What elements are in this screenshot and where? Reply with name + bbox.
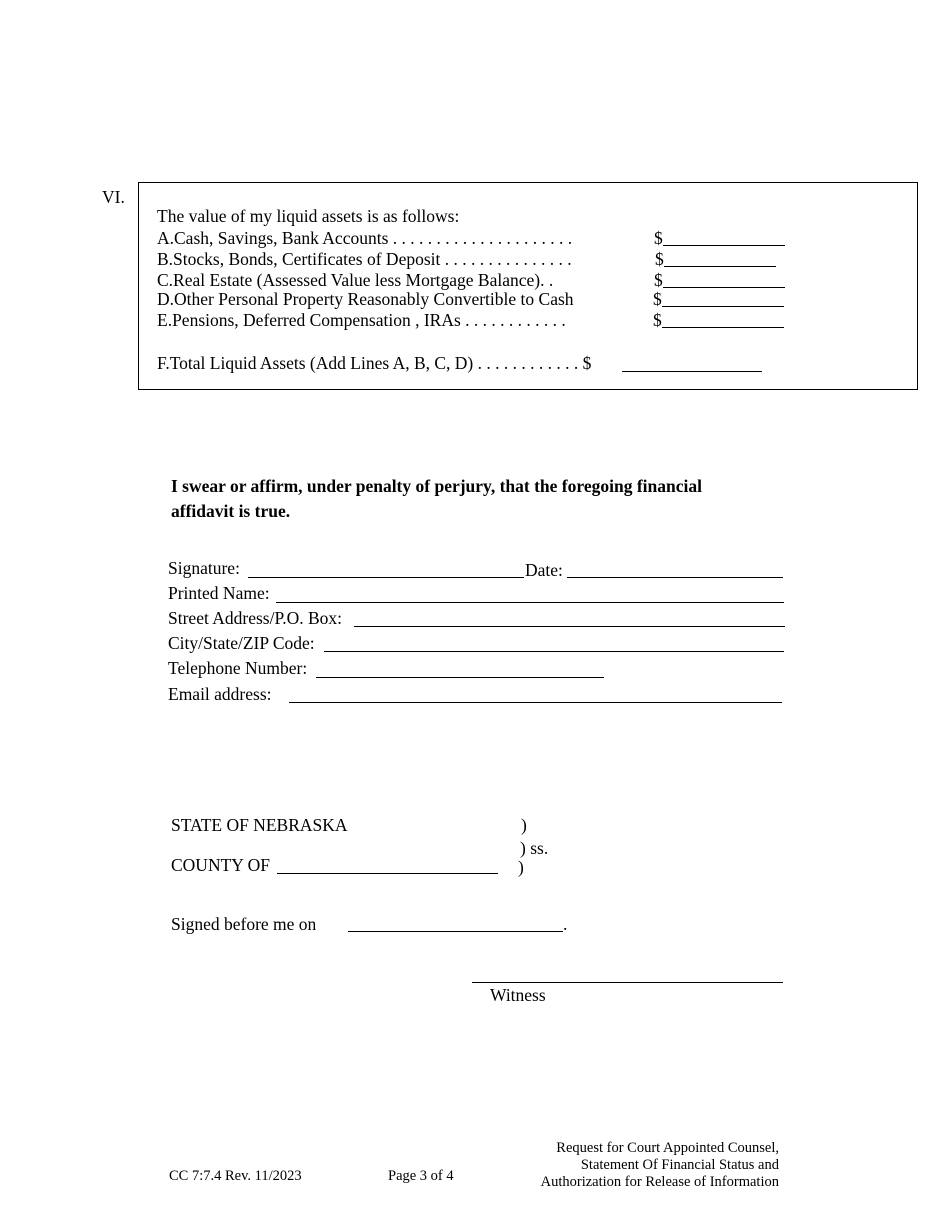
- footer-title-line-1: Request for Court Appointed Counsel,: [556, 1140, 779, 1156]
- asset-row-label-pensions: E.Pensions, Deferred Compensation , IRAs . . . . . . . . . . . .: [157, 310, 566, 330]
- asset-row-currency-cash: $: [654, 228, 663, 248]
- oath-line-2: affidavit is true.: [171, 501, 291, 521]
- venue-paren-3: ): [518, 857, 524, 877]
- signature-label: Signature:: [168, 558, 240, 578]
- date-label: Date:: [525, 560, 563, 580]
- asset-row-label-real-estate: C.Real Estate (Assessed Value less Mortgage Balance). .: [157, 270, 554, 290]
- form-id: CC 7:7.4 Rev. 11/2023: [169, 1168, 302, 1184]
- footer-title-line-2: Statement Of Financial Status and: [580, 1157, 779, 1173]
- asset-row-currency-pensions: $: [653, 310, 662, 330]
- asset-row-currency-stocks: $: [655, 249, 664, 269]
- county-label: COUNTY OF: [171, 855, 271, 875]
- liquid-assets-intro: The value of my liquid assets is as follows:: [157, 206, 460, 226]
- county-field[interactable]: [277, 873, 498, 874]
- footer-title-line-3: Authorization for Release of Information: [540, 1174, 779, 1190]
- witness-signature-field[interactable]: [472, 982, 783, 983]
- printed-name-label: Printed Name:: [168, 583, 270, 603]
- asset-input-pensions[interactable]: [662, 327, 784, 328]
- page-number: Page 3 of 4: [388, 1168, 454, 1184]
- signed-date-field[interactable]: [348, 931, 563, 932]
- telephone-field[interactable]: [316, 677, 604, 678]
- asset-input-personal-property[interactable]: [662, 306, 784, 307]
- asset-row-label-cash: A.Cash, Savings, Bank Accounts . . . . . . . . . . . . . . . . . . . . .: [157, 228, 573, 248]
- venue-ss: ) ss.: [520, 838, 549, 858]
- asset-row-label-stocks: B.Stocks, Bonds, Certificates of Deposit . . . . . . . . . . . . . . .: [157, 249, 572, 269]
- asset-input-cash[interactable]: [663, 245, 785, 246]
- signed-before-label: Signed before me on: [171, 914, 317, 934]
- asset-input-stocks[interactable]: [664, 266, 776, 267]
- signature-field[interactable]: [248, 577, 524, 578]
- date-field[interactable]: [567, 577, 783, 578]
- witness-label: Witness: [490, 985, 546, 1005]
- total-liquid-assets-label: F.Total Liquid Assets (Add Lines A, B, C, D) . . . . . . . . . . . . $: [157, 353, 592, 373]
- printed-name-field[interactable]: [276, 602, 784, 603]
- city-state-zip-field[interactable]: [324, 651, 784, 652]
- street-address-field[interactable]: [354, 626, 785, 627]
- venue-paren-1: ): [521, 815, 527, 835]
- state-label: STATE OF NEBRASKA: [171, 815, 348, 835]
- asset-row-currency-real-estate: $: [654, 270, 663, 290]
- city-state-zip-label: City/State/ZIP Code:: [168, 633, 315, 653]
- total-liquid-assets-input[interactable]: [622, 371, 762, 372]
- section-number: VI.: [102, 187, 125, 207]
- oath-line-1: I swear or affirm, under penalty of perjury, that the foregoing financial: [171, 476, 702, 496]
- asset-input-real-estate[interactable]: [663, 287, 785, 288]
- telephone-label: Telephone Number:: [168, 658, 308, 678]
- email-label: Email address:: [168, 684, 272, 704]
- asset-row-label-personal-property: D.Other Personal Property Reasonably Convertible to Cash: [157, 289, 574, 309]
- signed-date-period: .: [563, 914, 568, 934]
- asset-row-currency-personal-property: $: [653, 289, 662, 309]
- email-field[interactable]: [289, 702, 782, 703]
- street-address-label: Street Address/P.O. Box:: [168, 608, 343, 628]
